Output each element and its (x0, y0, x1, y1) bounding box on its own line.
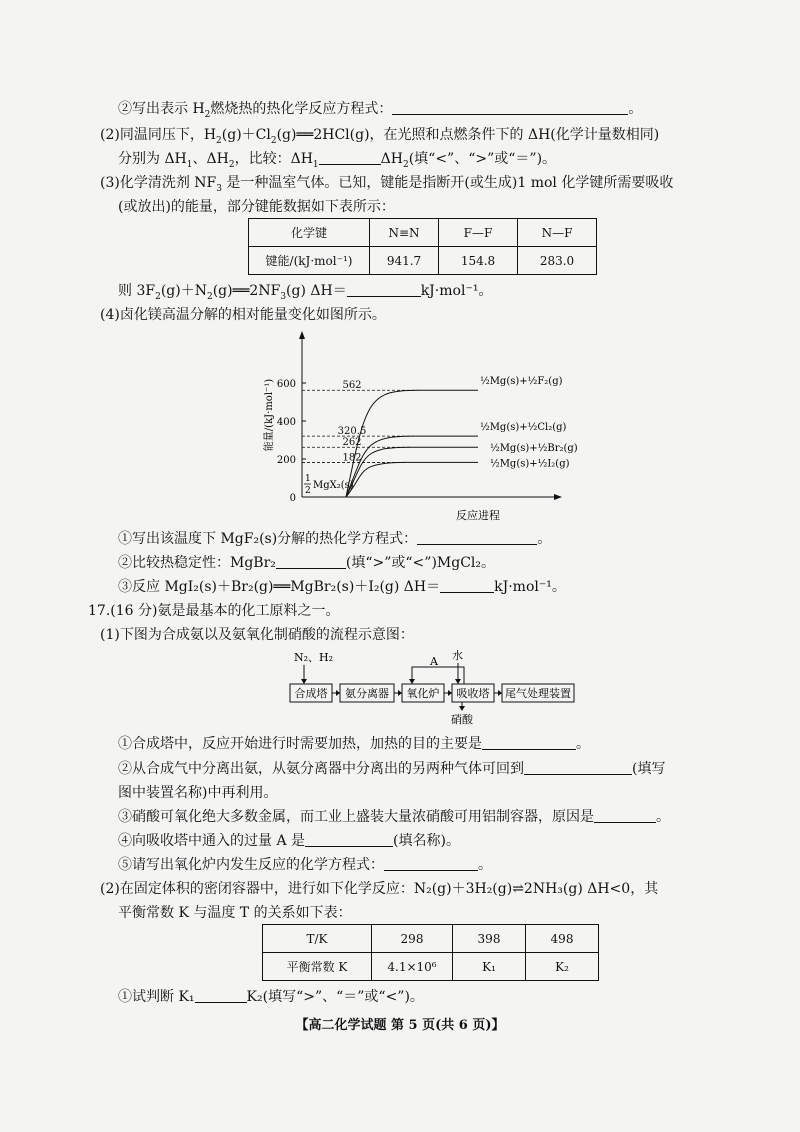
text: 图中装置名称)中再利用。 (118, 785, 278, 801)
table-cell: 298 (372, 925, 453, 953)
q16-3-cont (118, 198, 395, 216)
flow-output-label: 硝酸 (451, 713, 473, 725)
q17-1-4 (118, 832, 460, 850)
text: K₂(填写“>”、“＝”或“<”)。 (246, 989, 424, 1005)
q16-3: (3)化学清洗剂 $NF_3$ 是一种温室气体。已知，键能是指断开(或生成)1 mol 化学键所需要吸收 (100, 175, 674, 194)
text: (填“>”或“<”)MgCl₂。 (345, 555, 496, 571)
text: (3)化学清洗剂 NF (100, 175, 217, 191)
text: 是一种温室气体。已知，键能是指断开(或生成)1 mol 化学键所需要吸收 (221, 175, 674, 191)
energy-curve (346, 436, 478, 497)
text: (2)同温同压下，H (100, 127, 217, 143)
text: ΔH (380, 151, 403, 167)
table-cell: 398 (453, 925, 526, 953)
table-cell: 化学键 (249, 219, 370, 247)
answer-blank[interactable] (417, 530, 537, 545)
equilibrium-constant-table (262, 924, 599, 981)
q17-1-1: ①合成塔中，反应开始进行时需要加热，加热的目的主要是 。 (118, 736, 590, 752)
text: (1)下图为合成氨以及氨氧化制硝酸的流程示意图： (100, 627, 414, 643)
table-row (249, 219, 597, 247)
text: (填“<”、“>”或“＝”)。 (408, 151, 557, 167)
text: 、ΔH (192, 151, 229, 167)
answer-blank[interactable] (276, 554, 346, 569)
text: 燃烧热的热化学反应方程式： (210, 101, 393, 117)
text: ②写出表示 H (118, 101, 205, 117)
energy-curve (346, 462, 478, 497)
y-axis-arrow (299, 331, 305, 339)
text: ①写出该温度下 MgF₂(s)分解的热化学方程式： (118, 531, 418, 547)
q17-2-cont (118, 904, 352, 922)
table-cell: 941.7 (370, 247, 439, 275)
text: ⑤请写出氧化炉内发生反应的化学方程式： (118, 857, 384, 873)
table-row (249, 247, 597, 275)
text: kJ·mol⁻¹。 (420, 283, 493, 299)
table-cell: N≡N (370, 219, 439, 247)
table-row (263, 925, 599, 953)
q16-4 (100, 306, 386, 324)
text: kJ·mol⁻¹。 (494, 579, 566, 595)
text: ②从合成气中分离出氨，从氨分离器中分离出的另两种气体可回到 (118, 761, 524, 777)
answer-blank[interactable] (195, 988, 247, 1003)
q16-4-3 (118, 578, 566, 596)
text: (g)＋N (160, 283, 207, 299)
q17-1-2 (118, 760, 665, 778)
flow-water-label: 水 (452, 649, 463, 662)
energy-curve (346, 390, 478, 497)
answer-blank[interactable] (482, 735, 576, 750)
process-flow-diagram (284, 645, 584, 725)
text: (或放出)的能量，部分键能数据如下表所示： (118, 199, 395, 215)
text: ②比较热稳定性：MgBr₂ (118, 555, 276, 571)
energy-value-label: 262 (342, 437, 362, 449)
q17-1 (100, 626, 414, 644)
product-label: ½Mg(s)+½Br₂(g) (490, 443, 578, 455)
y-tick-label: 0 (289, 493, 296, 504)
flow-box-label: 尾气处理装置 (505, 687, 571, 700)
text: 则 3F (118, 283, 156, 299)
y-tick-label: 600 (276, 379, 296, 390)
text: (g)══2NF (212, 283, 281, 299)
q16-2: (2)同温同压下，$H_2(g)+Cl_2(g)══2HCl(g)$，在光照和点燃条件下的 ΔH(化学计量数相同) (100, 127, 660, 146)
text: (填名称)。 (393, 833, 460, 849)
table-cell: 498 (526, 925, 599, 953)
table-cell: 4.1×10⁶ (372, 953, 453, 981)
start-label-species: MgX₂(s) (313, 480, 354, 491)
energy-value-label: 562 (342, 380, 362, 392)
text: 平衡常数 K 与温度 T 的关系如下表： (118, 905, 352, 921)
table-cell: 平衡常数 K (263, 953, 372, 981)
q17-1-3: ③硝酸可氧化绝大多数金属，而工业上盛装大量浓硝酸可用铝制容器，原因是 。 (118, 809, 670, 825)
table-cell: F—F (439, 219, 518, 247)
page-footer: 【高二化学试题 第 5 页(共 6 页)】 (295, 1018, 505, 1033)
q16-1-2: ②写出表示 $H_2$燃烧热的热化学反应方程式： 。 (118, 101, 643, 120)
x-axis-arrow (554, 494, 562, 500)
product-label: ½Mg(s)+½I₂(g) (490, 458, 570, 470)
text: ③反应 MgI₂(s)＋Br₂(g)══MgBr₂(s)＋I₂(g) ΔH＝ (118, 579, 441, 595)
answer-blank[interactable] (440, 578, 494, 593)
text: (g)＋Cl (221, 127, 271, 143)
text: ，比较：ΔH (234, 151, 313, 167)
table-cell: N—F (518, 219, 597, 247)
text: ①试判断 K₁ (118, 989, 195, 1005)
flow-loop-label: A (430, 655, 438, 668)
q17-title (88, 602, 339, 620)
table-cell: K₂ (526, 953, 599, 981)
flow-box-label: 氨分离器 (345, 687, 389, 700)
bond-energy-table (248, 218, 597, 275)
y-axis-label: 能量/(kJ·mol⁻¹) (264, 378, 275, 452)
q16-2-cont: 分别为 $\Delta H_1$、$\Delta H_2$，比较：$\Delta H_1$ $\Delta H_2$(填“<”、“>”或“＝”)。 (118, 151, 557, 170)
text: ③硝酸可氧化绝大多数金属，而工业上盛装大量浓硝酸可用铝制容器，原因是 (118, 809, 594, 825)
answer-blank[interactable] (305, 832, 393, 847)
text: ①合成塔中，反应开始进行时需要加热，加热的目的主要是 (118, 736, 482, 752)
product-label: ½Mg(s)+½F₂(g) (480, 376, 563, 388)
table-row (263, 953, 599, 981)
flow-box-label: 氧化炉 (406, 687, 440, 700)
text: 分别为 ΔH (118, 151, 187, 167)
q17-1-2-cont (118, 784, 277, 802)
table-cell: 键能/(kJ·mol⁻¹) (249, 247, 370, 275)
x-axis-label: 反应进程 (456, 509, 500, 522)
y-tick-label: 200 (276, 455, 296, 466)
text: (g) ΔH＝ (286, 283, 347, 299)
table-cell: 154.8 (439, 247, 518, 275)
table-cell: 283.0 (518, 247, 597, 275)
text: (填写 (632, 761, 666, 777)
text: ④向吸收塔中通入的过量 A 是 (118, 833, 306, 849)
text: (2)在固定体积的密闭容器中，进行如下化学反应：N₂(g)＋3H₂(g)⇌2NH₃(g) ΔH<0，其 (100, 881, 659, 897)
answer-blank[interactable] (347, 282, 421, 297)
flow-box-label: 吸收塔 (456, 687, 490, 700)
flow-box-label: 合成塔 (294, 687, 328, 700)
flow-input-label: N₂、H₂ (294, 651, 334, 664)
q16-4-1: ①写出该温度下 MgF₂(s)分解的热化学方程式： 。 (118, 531, 552, 547)
answer-blank[interactable] (319, 150, 381, 165)
answer-blank[interactable] (524, 760, 632, 775)
q17-2 (100, 880, 658, 898)
answer-blank[interactable] (384, 856, 478, 871)
q16-3-eq: 则 $3F_2(g)+N_2(g)══2NF_3(g)$ ΔH＝ kJ·mol⁻¹。 (118, 283, 493, 302)
start-label-denominator: 2 (305, 486, 311, 496)
answer-blank[interactable] (594, 808, 656, 823)
product-label: ½Mg(s)+½Cl₂(g) (480, 422, 567, 434)
y-tick-label: 400 (276, 417, 296, 428)
q17-1-5: ⑤请写出氧化炉内发生反应的化学方程式： 。 (118, 857, 492, 873)
q16-4-2 (118, 554, 495, 572)
text: (4)卤化镁高温分解的相对能量变化如图所示。 (100, 307, 386, 323)
energy-value-label: 320.5 (337, 426, 367, 438)
answer-blank[interactable] (392, 100, 628, 115)
energy-value-label: 182 (342, 452, 362, 464)
energy-chart (258, 325, 598, 525)
text: (g)══2HCl(g)，在光照和点燃条件下的 ΔH(化学计量数相同) (276, 127, 660, 143)
q17-2-1 (118, 988, 424, 1006)
table-cell: T/K (263, 925, 372, 953)
start-label-numerator: 1 (305, 474, 311, 484)
energy-curve (346, 447, 478, 497)
table-cell: K₁ (453, 953, 526, 981)
text: 17.(16 分)氨是最基本的化工原料之一。 (88, 603, 340, 619)
